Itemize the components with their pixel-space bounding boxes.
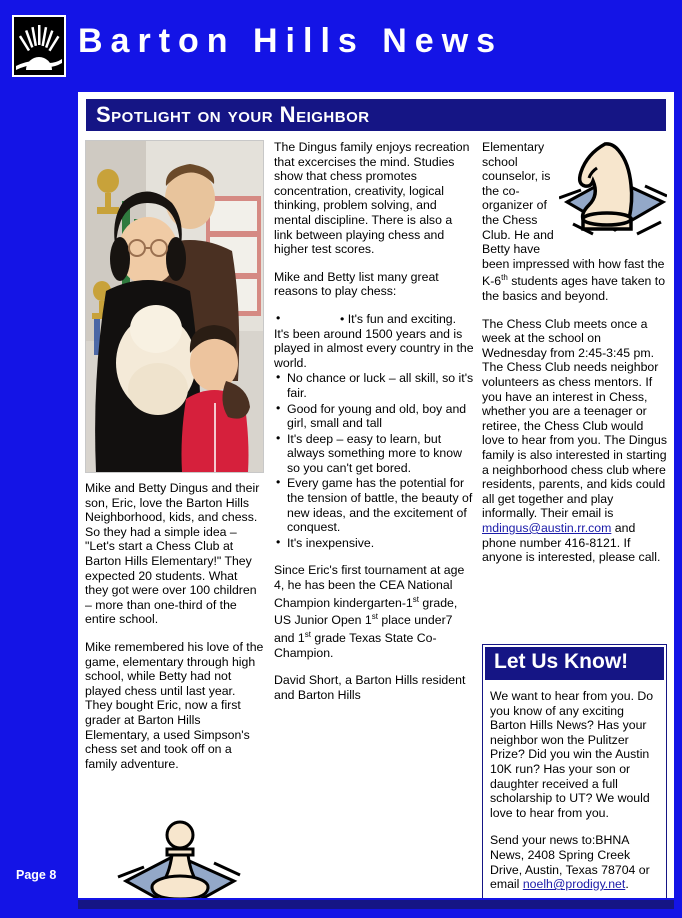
email-link-noelh[interactable]: noelh@prodigy.net <box>522 877 626 892</box>
column-right-text <box>482 140 667 578</box>
list-item: • Good for young and old, boy and girl, small and tall <box>274 402 474 431</box>
section-title-bar <box>86 99 666 131</box>
sunrise-icon <box>14 17 64 75</box>
col3-paragraph-2: The Chess Club meets once a week at the school on Wednesday from 2:45-3:45 pm. The Chess Club needs neighbor volunteers as chess mentors. If you have an interest in Chess, whether you are a teenager or retiree, the Chess Club would love to hear from you. The Dingus family is also interested in starting a neighborhood chess club where residents, parents, and kids could all get together and play informally. Their email is mdingus@austin.rr.com and phone number 416-8121. If anyone is interested, please call. <box>482 316 668 565</box>
masthead <box>0 0 682 92</box>
section-title: Spotlight on your Neighbor <box>96 102 370 127</box>
page-number: Page 8 <box>16 868 57 882</box>
column-left-text <box>85 481 264 784</box>
let-us-know-title: Let Us Know! <box>494 650 629 673</box>
column-middle-text <box>274 140 474 715</box>
list-item: • No chance or luck – all skill, so it's fair. <box>274 371 474 400</box>
let-us-know-box <box>482 644 667 914</box>
col2-paragraph-4: David Short, a Barton Hills resident and Barton Hills <box>274 673 466 702</box>
family-photo <box>85 140 264 473</box>
content-panel <box>78 92 674 898</box>
list-item: • • It's fun and exciting. It's been around 1500 years and is played in almost every country in the world. <box>274 312 474 370</box>
list-item: • It's deep – easy to learn, but always something more to know so you can't get bored. <box>274 432 474 476</box>
list-item: • It's inexpensive. <box>274 536 474 551</box>
col2-paragraph-2: Mike and Betty list many great reasons to play chess: <box>274 269 439 299</box>
col1-paragraph-2: Mike remembered his love of the game, elementary through high school, while Betty had not played chess until last year. They bought Eric, now a first grader at Barton Hills Elementary, a used Simpson's chess set and took off on a family adventure. <box>85 639 264 771</box>
list-item: • Every game has the potential for the tension of battle, the beauty of new ideas, and the excitement of conquest. <box>274 476 474 534</box>
col2-paragraph-1: The Dingus family enjoys recreation that excercises the mind. Studies show that chess promotes concentration, creativity, logical thinking, problem solving, and mental discipline. There is also a link between playing chess and higher test scores. <box>274 140 470 257</box>
col2-paragraph-3: Since Eric's first tournament at age 4, he has been the CEA National Champion kindergarten-1st grade, US Junior Open 1st place under7 and 1st grade Texas State Co-Champion. <box>274 563 465 660</box>
email-link-dingus[interactable]: mdingus@austin.rr.com <box>482 520 612 535</box>
footer-accent-bar <box>78 900 674 909</box>
bhna-logo <box>12 15 66 77</box>
col1-paragraph-1: Mike and Betty Dingus and their son, Eric, love the Barton Hills Neighborhood, kids, and chess. So they had a simple idea – "Let's start a Chess Club at Barton Hills Elementary!" They expected 20 students. What they got were over 100 children – more than one-third of the entire school. <box>85 481 260 627</box>
masthead-title: Barton Hills News <box>78 22 504 60</box>
col3-paragraph-1: Elementary school counselor, is the co-organizer of the Chess Club. He and Betty have been impressed with how fast the K-6th students ages have taken to the basics and beyond. <box>482 140 666 304</box>
let-us-know-title-bar <box>485 647 664 680</box>
chess-knight-icon <box>559 136 667 244</box>
luk-paragraph-2: Send your news to:BHNA News, 2408 Spring Creek Drive, Austin, Texas 78704 or email noelh@prodigy.net. <box>490 833 650 892</box>
luk-paragraph-1: We want to hear from you. Do you know of any exciting Barton Hills News? Has your neighbor won the Pulitzer Prize? Did you win the Austin 10K run? Has your son or daughter received a full scholarship to UT? We would love to hear from you. <box>490 689 654 820</box>
chess-reasons-list <box>274 312 474 551</box>
let-us-know-body <box>483 682 666 913</box>
